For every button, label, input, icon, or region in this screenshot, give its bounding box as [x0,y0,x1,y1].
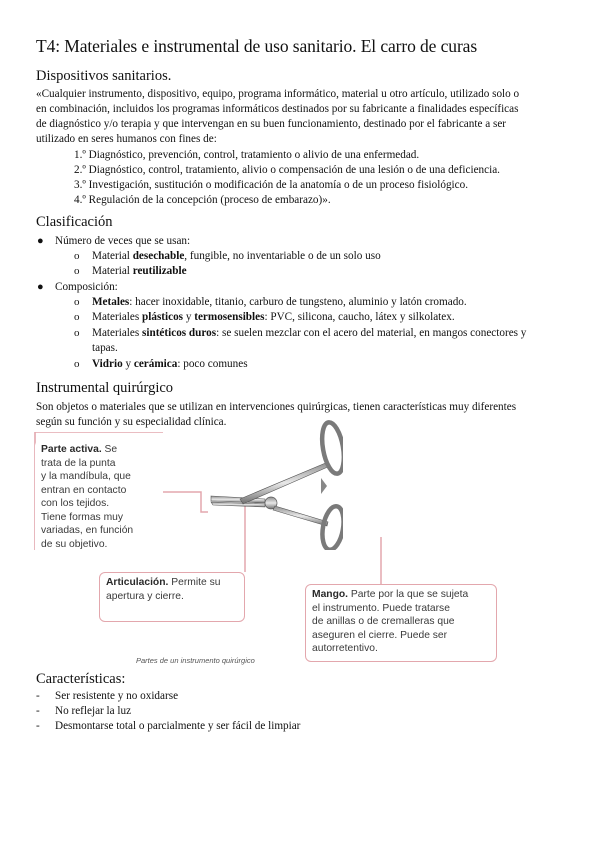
purpose-item: 3.º Investigación, sustitución o modificación de la anatomía o de un proceso fisiológico. [74,179,469,191]
composicion-vidrio: Vidrio y cerámica: poco comunes [92,358,248,370]
heading-clasificacion: Clasificación [36,214,113,230]
purpose-item: 4.º Regulación de la concepción (proceso de embarazo)». [74,194,331,206]
uso-item-reutilizable: Material reutilizable [92,265,187,277]
purpose-item: 2.º Diagnóstico, control, tratamiento, alivio o compensación de una lesión o de una deficiencia. [74,164,500,176]
dash-bullet: - [36,690,40,702]
figure-caption: Partes de un instrumento quirúrgico [136,656,255,665]
caracteristica-item: No reflejar la luz [55,705,132,717]
bullet: ● [37,281,44,293]
composicion-label: Composición: [55,281,118,293]
caracteristica-item: Desmontarse total o parcialmente y ser fácil de limpiar [55,720,301,732]
heading-dispositivos: Dispositivos sanitarios. [36,68,172,84]
purpose-item: 1.º Diagnóstico, prevención, control, tratamiento o alivio de una enfermedad. [74,149,420,161]
definition-line: de diagnóstico y/o terapia y que intervengan en su buen funcionamiento, destinado por el fabricante a ser [36,118,507,130]
bullet: ● [37,235,44,247]
sub-bullet: o [74,265,80,277]
composicion-metales: Metales: hacer inoxidable, titanio, carburo de tungsteno, aluminio y latón cromado. [92,296,467,308]
composicion-sinteticos: Materiales sintéticos duros: se suelen mezclar con el acero del material, en mangos conectores y [92,327,527,339]
callout-parte-activa: Parte activa. Se trata de la punta y la mandíbula, que entran en contacto con los tejidos. Tiene formas muy variadas, en función de su objetivo. [35,440,161,558]
hemostat-illustration [193,420,343,550]
dash-bullet: - [36,705,40,717]
callout-mango: Mango. Parte por la que se sujeta el instrumento. Puede tratarse de anillas o de cremalleras que aseguren el cierre. Puede ser autorretentivo. [305,584,497,662]
instrumental-intro: según su función y su especialidad clínica. [36,416,227,428]
sub-bullet: o [74,296,80,308]
definition-line: utilizado en seres humanos con fines de: [36,133,217,145]
definition-line: en combinación, incluidos los programas informáticos destinados por su fabricante a finalidades específicas [36,103,519,115]
sub-bullet: o [74,311,80,323]
composicion-plasticos: Materiales plásticos y termosensibles: PVC, silicona, caucho, látex y silkolatex. [92,311,455,323]
page-title: T4: Materiales e instrumental de uso sanitario. El carro de curas [36,36,478,56]
instrumental-intro: Son objetos o materiales que se utilizan en intervenciones quirúrgicas, tienen características muy diferentes [36,401,517,413]
sub-bullet: o [74,327,80,339]
callout-articulacion: Articulación. Permite su apertura y cierre. [99,572,245,622]
uso-item-desechable: Material desechable, fungible, no inventariable o de un solo uso [92,250,381,262]
instrument-figure [33,432,497,686]
caracteristica-item: Ser resistente y no oxidarse [55,690,179,702]
heading-caracteristicas: Características: [36,671,126,687]
sub-bullet: o [74,358,80,370]
definition-line: «Cualquier instrumento, dispositivo, equipo, programa informático, material u otro artículo, utilizado solo o [36,88,520,100]
sub-bullet: o [74,250,80,262]
dash-bullet: - [36,720,40,732]
heading-instrumental: Instrumental quirúrgico [36,380,174,396]
uso-label: Número de veces que se usan: [55,235,191,247]
composicion-sinteticos-cont: tapas. [92,342,118,354]
